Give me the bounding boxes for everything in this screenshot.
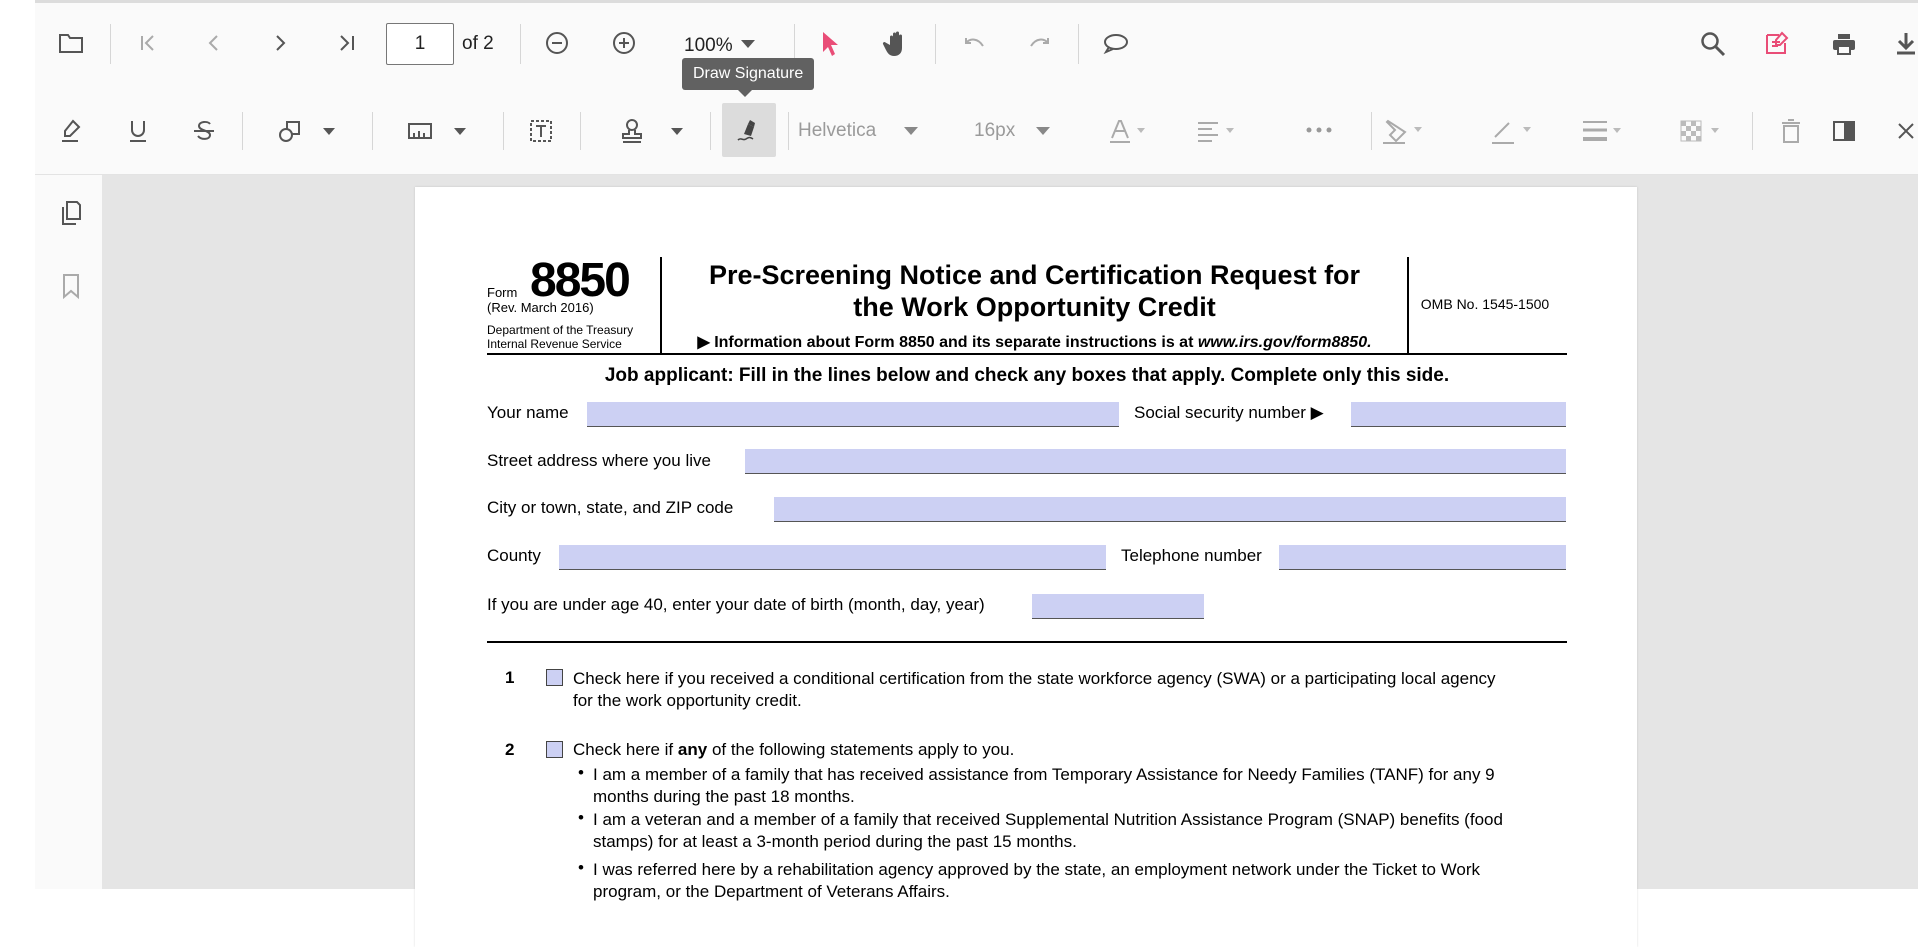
item-1-text [573, 668, 1496, 712]
close-icon[interactable] [1894, 116, 1918, 146]
item-2-text-post: of the following statements apply to you. [711, 740, 1015, 759]
properties-panel-icon[interactable] [1829, 116, 1859, 146]
zoom-in-icon[interactable] [610, 29, 638, 57]
telephone-field[interactable] [1279, 545, 1566, 570]
chevron-down-icon[interactable] [322, 126, 336, 136]
line-thickness-icon[interactable] [1580, 116, 1628, 146]
header-divider [1407, 257, 1409, 353]
chevron-down-icon[interactable] [453, 126, 467, 136]
bullet-3-line-1: I was referred here by a rehabilitation agency approved by the state, an employment network under the Ticket to Work [593, 860, 1480, 879]
comment-icon[interactable] [1101, 30, 1131, 58]
search-icon[interactable] [1698, 29, 1728, 59]
ssn-field[interactable] [1351, 402, 1566, 427]
font-size-dropdown[interactable]: 16px [974, 120, 1016, 141]
item-2-checkbox[interactable] [546, 741, 563, 758]
redo-icon[interactable] [1026, 31, 1054, 55]
fill-color-icon[interactable] [1365, 116, 1445, 146]
form-info-text: ▶ Information about Form 8850 and its separate instructions is at [697, 334, 1194, 351]
omb-number: OMB No. 1545-1500 [1420, 296, 1550, 312]
page-thumbnails-icon[interactable] [56, 198, 86, 228]
stroke-color-icon[interactable] [1490, 116, 1538, 146]
chevron-down-icon[interactable] [904, 126, 918, 136]
pan-tool-icon[interactable] [882, 28, 912, 60]
shapes-icon[interactable] [275, 116, 305, 146]
form-label: Form [487, 285, 518, 300]
form-title-line-2: the Work Opportunity Credit [853, 292, 1216, 322]
previous-page-icon[interactable] [200, 29, 228, 57]
draw-signature-tooltip: Draw Signature [682, 58, 814, 90]
separator [710, 112, 711, 150]
telephone-label: Telephone number [1121, 546, 1262, 565]
page-number-input[interactable]: 1 [386, 23, 454, 65]
last-page-icon[interactable] [333, 29, 361, 57]
bullet-2-line-1: I am a veteran and a member of a family that received Supplemental Nutrition Assistance Program (SNAP) benefits (food [593, 810, 1503, 829]
date-of-birth-label: If you are under age 40, enter your date of birth (month, day, year) [487, 595, 985, 614]
bookmark-icon[interactable] [56, 271, 86, 301]
separator [372, 112, 373, 150]
print-icon[interactable] [1829, 29, 1859, 59]
first-page-icon[interactable] [134, 29, 162, 57]
separator [1078, 24, 1079, 64]
separator [242, 112, 243, 150]
delete-icon[interactable] [1776, 116, 1806, 146]
draw-signature-icon [734, 116, 764, 146]
next-page-icon[interactable] [266, 29, 294, 57]
zoom-level-dropdown[interactable]: 100% [684, 35, 733, 56]
underline-icon[interactable] [123, 116, 153, 146]
form-revision: (Rev. March 2016) [487, 300, 594, 315]
form-info-url[interactable]: www.irs.gov/form8850. [1197, 334, 1372, 351]
font-family-dropdown[interactable]: Helvetica [798, 120, 877, 141]
item-2-text-bold: any [677, 740, 708, 759]
pdf-page [415, 187, 1637, 947]
form-number: 8850 [530, 254, 629, 307]
separator [935, 24, 936, 64]
separator [503, 112, 504, 150]
free-text-icon[interactable] [526, 116, 556, 146]
item-2-text-pre: Check here if [573, 740, 674, 759]
item-2-text [573, 740, 1014, 760]
undo-icon[interactable] [960, 31, 988, 55]
bullet-3-line-2: program, or the Department of Veterans Affairs. [593, 882, 950, 901]
more-options-icon[interactable] [1302, 120, 1336, 140]
separator [1752, 112, 1753, 150]
item-2-bullet-1 [593, 764, 1568, 808]
page-count-label: of 2 [462, 33, 494, 54]
bullet-1-line-1: I am a member of a family that has received assistance from Temporary Assistance for Needy Families (TANF) for any 9 [593, 765, 1495, 784]
text-align-icon[interactable] [1195, 116, 1241, 146]
chevron-down-icon[interactable] [670, 126, 684, 136]
stamp-icon[interactable] [617, 116, 647, 146]
selection-tool-icon[interactable] [816, 29, 844, 59]
header-rule [487, 353, 1567, 355]
separator [580, 112, 581, 150]
item-1-checkbox[interactable] [546, 669, 563, 686]
item-1-number: 1 [505, 668, 515, 687]
your-name-field[interactable] [587, 402, 1119, 427]
section-rule [487, 641, 1567, 643]
form-title [662, 259, 1407, 323]
county-label: County [487, 546, 541, 565]
document-viewer[interactable] [102, 175, 1918, 901]
form-info-line [662, 332, 1407, 352]
edit-annotation-icon[interactable] [1762, 29, 1792, 59]
bullet-icon: • [578, 808, 584, 827]
measure-icon[interactable] [405, 116, 435, 146]
separator [110, 24, 111, 64]
separator [788, 112, 789, 150]
bullet-icon: • [578, 858, 584, 877]
your-name-label: Your name [487, 403, 569, 422]
item-2-bullet-3 [593, 859, 1568, 903]
download-icon[interactable] [1894, 29, 1918, 59]
form-title-line-1: Pre-Screening Notice and Certification Request for [708, 260, 1361, 290]
highlight-icon[interactable] [56, 116, 86, 146]
item-2-bullet-2 [593, 809, 1568, 853]
applicant-instruction: Job applicant: Fill in the lines below and check any boxes that apply. Complete only this side. [604, 365, 1450, 386]
zoom-out-icon[interactable] [543, 29, 571, 57]
open-folder-icon[interactable] [56, 28, 86, 58]
item-1-line-1: Check here if you received a conditional certification from the state workforce agency (SWA) or a participating local agency [573, 669, 1496, 688]
chevron-down-icon[interactable] [740, 36, 756, 52]
opacity-icon[interactable] [1678, 116, 1726, 146]
ssn-label: Social security number ▶ [1134, 403, 1324, 422]
strikethrough-icon[interactable] [189, 116, 219, 146]
date-of-birth-field[interactable] [1032, 594, 1204, 619]
city-state-zip-field[interactable] [774, 497, 1566, 522]
chevron-down-icon[interactable] [1036, 126, 1050, 136]
item-1-line-2: for the work opportunity credit. [573, 691, 802, 710]
bullet-1-line-2: months during the past 18 months. [593, 787, 855, 806]
font-color-icon[interactable] [1108, 116, 1152, 146]
bullet-icon: • [578, 763, 584, 782]
bullet-2-line-2: stamps) for at least a 3-month period during the past 15 months. [593, 832, 1077, 851]
form-agency: Internal Revenue Service [487, 337, 622, 351]
left-margin [0, 0, 35, 889]
street-address-field[interactable] [745, 449, 1566, 474]
item-2-number: 2 [505, 740, 515, 759]
street-address-label: Street address where you live [487, 451, 711, 470]
county-field[interactable] [559, 545, 1106, 570]
form-department: Department of the Treasury [487, 323, 634, 337]
separator [520, 24, 521, 64]
city-state-zip-label: City or town, state, and ZIP code [487, 498, 734, 517]
